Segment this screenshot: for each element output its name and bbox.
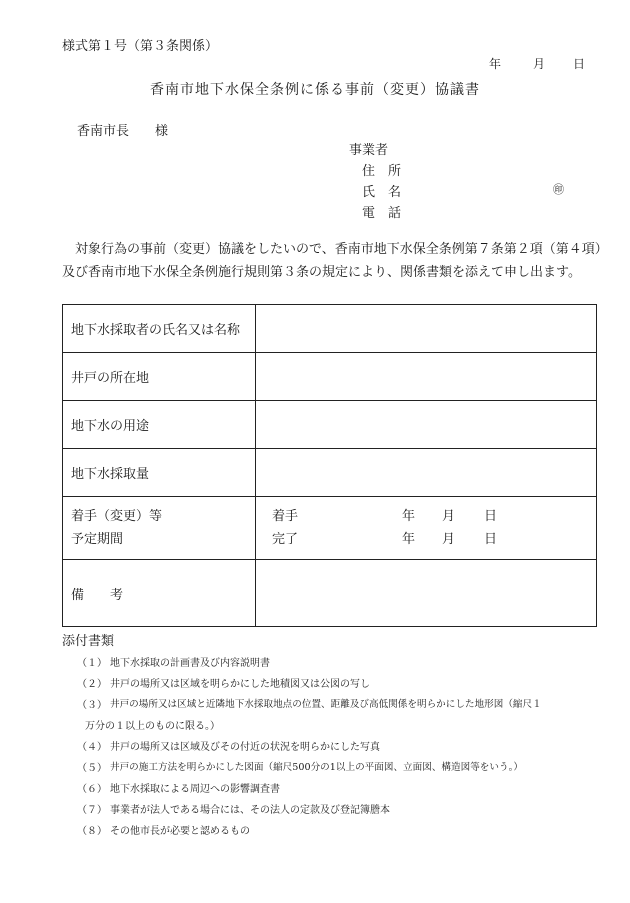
row-label: 地下水採取量 [63,449,256,497]
date-year: 年 [489,57,502,71]
end-label: 完了 [272,532,299,547]
row-label: 地下水の用途 [63,401,256,449]
start-day: 日 [484,509,498,524]
document-title: 香南市地下水保全条例に係る事前（変更）協議書 [150,82,480,98]
addressee [77,120,168,139]
table-row [63,353,597,401]
addressee-name: 香南市長 [77,124,130,139]
schedule-label-line2: 予定期間 [71,532,124,547]
well-location-field[interactable] [256,353,597,401]
start-label: 着手 [272,509,299,524]
end-month: 月 [442,532,456,547]
consultation-table [62,304,597,627]
end-year: 年 [402,532,416,547]
table-row-schedule [63,497,597,560]
schedule-field[interactable] [256,497,597,560]
date-day: 日 [573,57,586,71]
applicant-heading: 事業者 [349,143,389,158]
applicant-address-label: 住 所 [362,164,402,179]
schedule-label-line1: 着手（変更）等 [71,509,163,524]
date-month: 月 [533,57,546,71]
table-row [63,305,597,353]
applicant-name-label: 氏 名 [362,185,402,200]
table-row [63,401,597,449]
intake-volume-field[interactable] [256,449,597,497]
row-label: 地下水採取者の氏名又は名称 [63,305,256,353]
end-day: 日 [484,532,498,547]
seal-mark-icon: ㊞ [553,183,564,196]
schedule-label [63,497,256,560]
table-row-remarks [63,560,597,627]
addressee-honorific: 様 [155,124,169,139]
remarks-field[interactable] [256,560,597,627]
body-text: 対象行為の事前（変更）協議をしたいので、香南市地下水保全条例第７条第２項（第４項）及び香南市地下水保全条例施行規則第３条の規定により、関係書類を添えて申し出ます。 [62,242,602,280]
groundwater-use-field[interactable] [256,401,597,449]
row-label: 井戸の所在地 [63,353,256,401]
table-row [63,449,597,497]
start-year: 年 [402,509,416,524]
form-number: 様式第１号（第３条関係） [62,39,219,54]
remarks-label: 備 考 [63,560,256,627]
applicant-name-field[interactable] [256,305,597,353]
applicant-phone-label: 電 話 [362,206,402,221]
start-month: 月 [442,509,456,524]
attachments-title: 添付書類 [62,634,115,649]
